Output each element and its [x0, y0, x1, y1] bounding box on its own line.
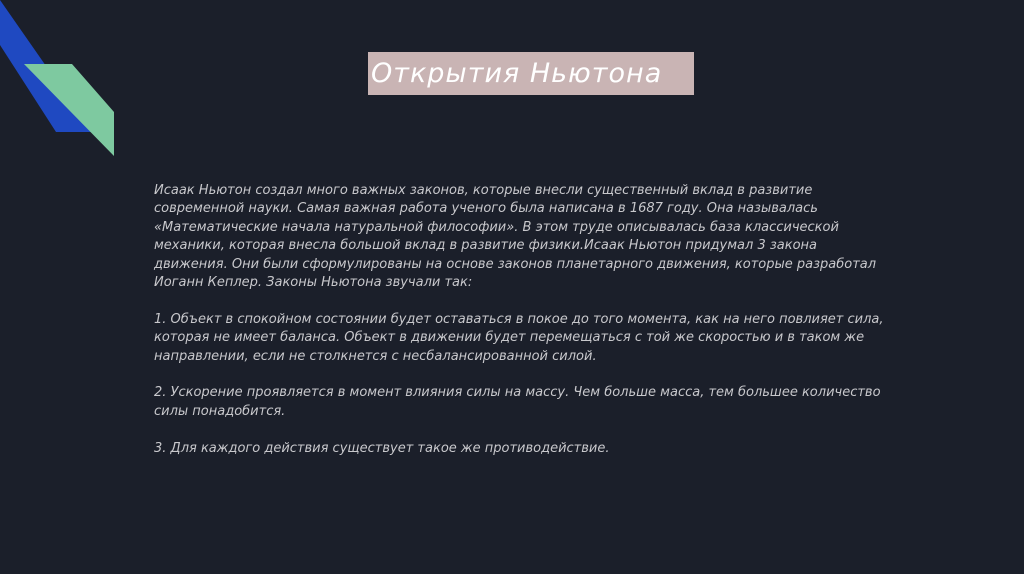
- law-2-paragraph: 2. Ускорение проявляется в момент влияния силы на массу. Чем больше масса, тем большее количество силы понадобится.: [154, 385, 881, 419]
- law-3-paragraph: 3. Для каждого действия существует такое же противодействие.: [154, 440, 610, 456]
- corner-decoration: [0, 0, 120, 160]
- title-box: [368, 52, 694, 95]
- law-1-paragraph: 1. Объект в спокойном состоянии будет оставаться в покое до того момента, как на него повлияет сила, которая не имеет баланса. Объект в движении будет перемещаться с той же скоростью и в таком же направлении, если не столкнется с несбалансированной силой.: [154, 311, 884, 364]
- intro-paragraph: Исаак Ньютон создал много важных законов, которые внесли существенный вклад в развитие современной науки. Самая важная работа ученого была написана в 1687 году. Она называлась «Математические начала натуральной философии». В этом труде описывалась база классической механики, которая внесла большой вклад в развитие физики.Исаак Ньютон придумал 3 закона движения. Они были сформулированы на основе законов планетарного движения, которые разработал Иоганн Кеплер. Законы Ньютона звучали так:: [154, 183, 877, 291]
- body-text: [154, 182, 884, 458]
- slide-title: Открытия Ньютона: [371, 58, 663, 89]
